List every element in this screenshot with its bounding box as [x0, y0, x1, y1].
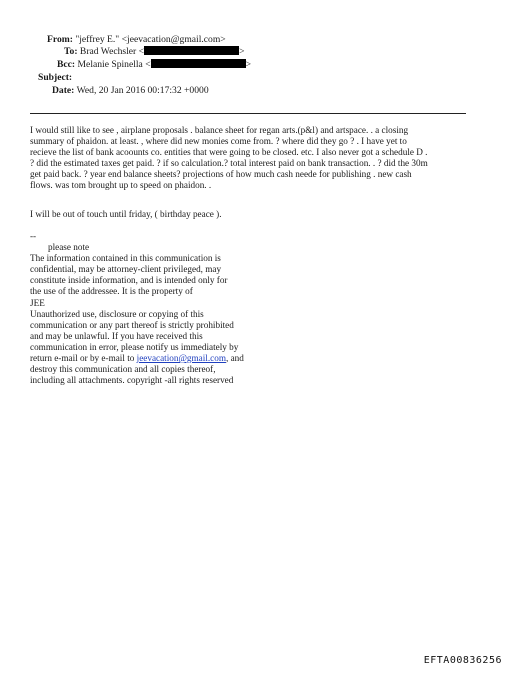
disclaimer-line: constitute inside information, and is intended only for	[30, 275, 228, 286]
body-line: ? did the estimated taxes get paid. ? if so calculation.? total interest paid on bank transaction. . ? did the 30m	[30, 158, 428, 169]
date-value: Wed, 20 Jan 2016 00:17:32 +0000	[76, 85, 209, 96]
signature-note: please note	[48, 242, 90, 253]
email-body-paragraph	[30, 209, 470, 220]
disclaimer-line: communication in error, please notify us immediately by	[30, 341, 239, 352]
header-subject-row	[38, 72, 72, 84]
body-line: recieve the list of bank acoounts co. entities that were going to be closed. etc. I also never got a schedule D .	[30, 147, 428, 158]
disclaimer-line: destroy this communication and all copies thereof,	[30, 364, 216, 375]
from-label: From:	[47, 34, 73, 45]
disclaimer-line: communication or any part thereof is strictly prohibited	[30, 319, 234, 330]
body-line: summary of phaidon. at least. , where did new monies come from. ? where did they go ? . I have yet to	[30, 136, 407, 147]
header-bcc-row	[57, 59, 251, 71]
header-to-row	[64, 46, 244, 58]
signature-block	[30, 231, 470, 386]
body-line: get paid back. ? year end balance sheets? projections of how much cash neede for publishing . new cash	[30, 169, 412, 180]
subject-label: Subject:	[38, 72, 73, 83]
redaction-bar	[144, 46, 239, 55]
disclaimer-return-suffix: , and	[225, 353, 244, 364]
signature-dash: --	[30, 231, 37, 241]
disclaimer-line-with-link	[30, 353, 470, 364]
header-divider	[30, 113, 466, 114]
to-close: >	[239, 46, 245, 57]
disclaimer-line: confidential, may be attorney-client privileged, may	[30, 264, 222, 275]
header-date-row	[52, 85, 209, 97]
body-line: I would still like to see , airplane proposals . balance sheet for regan arts.(p&l) and artspace. . a closing	[30, 125, 409, 135]
disclaimer-return-prefix: return e-mail or by e-mail to	[30, 353, 137, 364]
bates-number: EFTA00836256	[423, 655, 502, 666]
bcc-label: Bcc:	[57, 59, 76, 70]
disclaimer-line: JEE	[30, 297, 45, 308]
to-label: To:	[64, 46, 78, 57]
header-from-row	[47, 34, 226, 46]
bcc-name: Melanie Spinella <	[77, 59, 151, 70]
disclaimer-line: and may be unlawful. If you have received this	[30, 330, 203, 341]
from-value: "jeffrey E." <jeevacation@gmail.com>	[75, 34, 226, 45]
disclaimer-line: Unauthorized use, disclosure or copying of this	[30, 308, 204, 319]
redaction-bar	[151, 59, 246, 68]
date-label: Date:	[52, 85, 75, 96]
bcc-close: >	[245, 59, 252, 70]
to-name: Brad Wechsler <	[79, 46, 145, 57]
disclaimer-line: the use of the addressee. It is the property of	[30, 286, 193, 297]
disclaimer-line: The information contained in this communication is	[30, 253, 221, 264]
body-line: flows. was tom brought up to speed on phaidon. .	[30, 180, 212, 191]
email-body-paragraph	[30, 125, 470, 192]
email-link[interactable]: jeevacation@gmail.com	[136, 353, 226, 364]
disclaimer-line: including all attachments. copyright -all rights reserved	[30, 375, 234, 386]
body-line: I will be out of touch until friday, ( birthday peace ).	[30, 209, 222, 219]
